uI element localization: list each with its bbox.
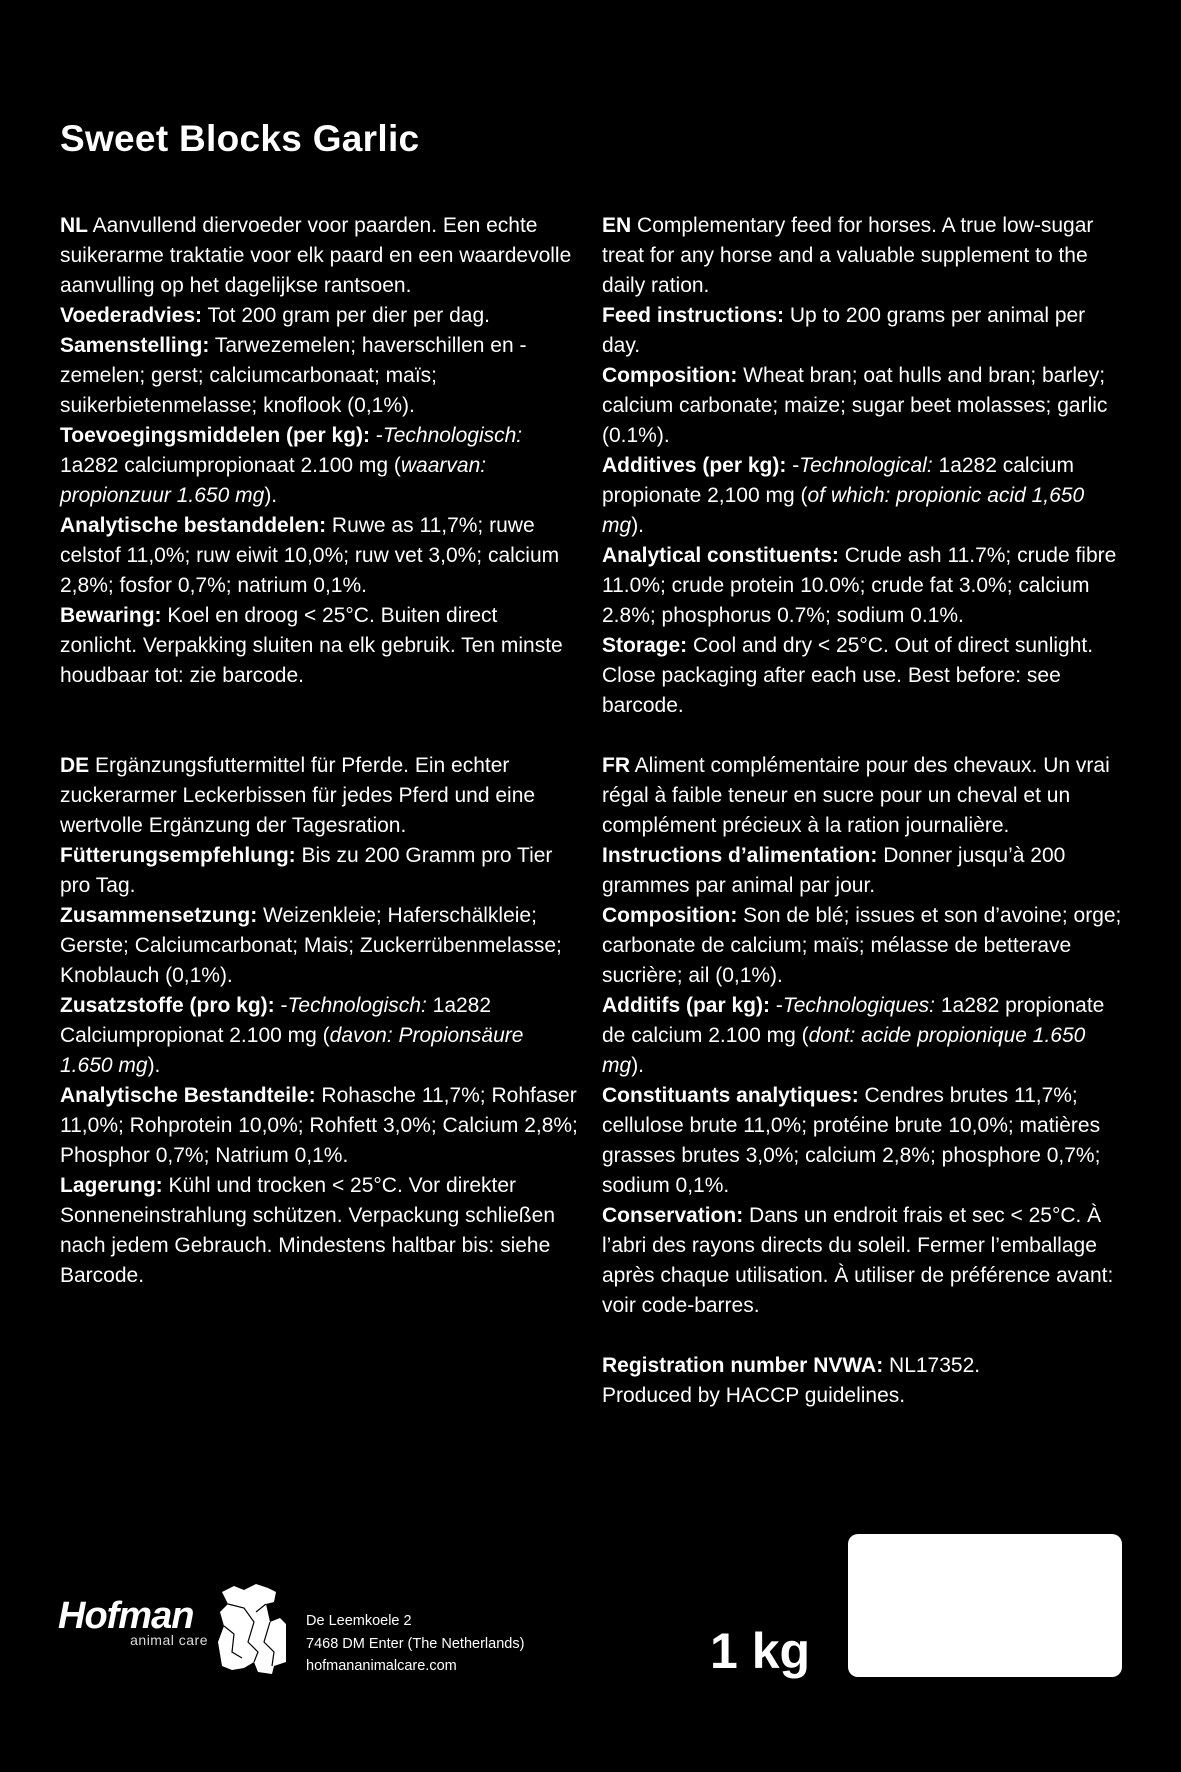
field-label: Lagerung:	[60, 1174, 163, 1197]
italic-text: Technologisch:	[287, 994, 427, 1017]
address-street: De Leemkoele 2	[306, 1613, 412, 1629]
field-label: Voederadvies:	[60, 304, 203, 327]
field-label: DE	[60, 754, 90, 777]
paragraph	[602, 1201, 1122, 1321]
field-text: -	[369, 424, 383, 447]
net-weight: 1 kg	[710, 1623, 811, 1679]
paragraph	[60, 301, 580, 331]
field-text: Aanvullend diervoeder voor paarden. Een echte suikerarme traktatie voor elk paard en een waardevolle aanvulling op het dagelijkse rantsoen.	[60, 214, 572, 297]
field-text: Produced by HACCP guidelines.	[602, 1384, 906, 1407]
field-text: Tot 200 gram per dier per dag.	[202, 304, 490, 327]
italic-text: Technologisch:	[382, 424, 523, 447]
field-label: Samenstelling:	[60, 334, 210, 357]
paragraph	[60, 601, 580, 691]
field-label: Analytische Bestandteile:	[60, 1084, 316, 1107]
field-text: -	[274, 994, 288, 1017]
field-text: Dans un endroit frais et sec < 25°C. À l’abri des rayons directs du soleil. Fermer l’emballage après chaque utilisation. À utiliser de préférence avant: voir code-barres.	[602, 1204, 1114, 1317]
paragraph	[60, 751, 580, 841]
field-label: Additifs (par kg):	[602, 994, 770, 1017]
italic-text: Technological:	[799, 454, 933, 477]
field-text: -	[786, 454, 800, 477]
field-text: Ruwe as 11,7%; ruwe celstof 11,0%; ruw eiwit 10,0%; ruw vet 3,0%; calcium 2,8%; fosfor 0,7%; natrium 0,1%.	[60, 514, 560, 597]
paragraph	[602, 631, 1122, 721]
paragraph	[60, 841, 580, 901]
field-text: Weizenkleie; Haferschälkleie; Gerste; Calciumcarbonat; Mais; Zuckerrübenmelasse; Knoblauch (0,1%).	[60, 904, 562, 987]
field-label: Storage:	[602, 634, 688, 657]
address-city: 7468 DM Enter (The Netherlands)	[306, 1635, 525, 1652]
animals-logo-icon	[214, 1582, 294, 1674]
paragraph	[602, 1081, 1122, 1201]
paragraph	[60, 421, 580, 511]
paragraph	[602, 301, 1122, 361]
section-german	[60, 751, 580, 1291]
field-text: Up to 200 grams per animal per day.	[602, 304, 1086, 357]
field-text: Cendres brutes 11,7%; cellulose brute 11,0%; protéine brute 10,0%; matières grasses brutes 3,0%; calcium 2,8%; phosphore 0,7%; sodium 0,1%.	[602, 1084, 1101, 1197]
field-text: NL17352.	[883, 1354, 981, 1377]
field-label: Additives (per kg):	[602, 454, 787, 477]
paragraph	[602, 1351, 1122, 1381]
field-text: ).	[631, 514, 645, 537]
company-address	[306, 1610, 524, 1678]
field-text: Ergänzungsfuttermittel für Pferde. Ein echter zuckerarmer Leckerbissen für jedes Pferd und eine wertvolle Ergänzung der Tagesration.	[60, 754, 536, 837]
field-text: Aliment complémentaire pour des chevaux. Un vrai régal à faible teneur en sucre pour un cheval et un complément précieux à la ration journalière.	[602, 754, 1110, 837]
field-text: Koel en droog < 25°C. Buiten direct zonlicht. Verpakking sluiten na elk gebruik. Ten minste houdbaar tot: zie barcode.	[60, 604, 563, 687]
field-label: Bewaring:	[60, 604, 162, 627]
field-label: Analytical constituents:	[602, 544, 839, 567]
registration-info	[602, 1351, 1122, 1411]
paragraph	[602, 211, 1122, 301]
field-text: 1a282 calciumpropionaat 2.100 mg (	[60, 454, 401, 477]
field-text: ).	[147, 1054, 161, 1077]
field-label: EN	[602, 214, 632, 237]
italic-text: waarvan: propionzuur 1.650 mg	[60, 454, 487, 507]
field-label: Instructions d’alimentation:	[602, 844, 878, 867]
field-text: ).	[264, 484, 278, 507]
logo-brand: Hofman	[58, 1595, 194, 1637]
italic-text: of which: propionic acid 1,650 mg	[602, 484, 1085, 537]
italic-text: Technologiques:	[782, 994, 936, 1017]
paragraph	[602, 541, 1122, 631]
field-label: Zusatzstoffe (pro kg):	[60, 994, 275, 1017]
section-french	[602, 751, 1122, 1321]
paragraph	[602, 901, 1122, 991]
field-text: Rohasche 11,7%; Rohfaser 11,0%; Rohprotein 10,0%; Rohfett 3,0%; Calcium 2,8%; Phosphor 0,7%; Natrium 0,1%.	[60, 1084, 578, 1167]
field-text: Kühl und trocken < 25°C. Vor direkter Sonneneinstrahlung schützen. Verpackung schließen nach jedem Gebrauch. Mindestens haltbar bis: siehe Barcode.	[60, 1174, 555, 1287]
field-text: ).	[631, 1054, 645, 1077]
barcode-area	[848, 1534, 1122, 1677]
field-text: -	[770, 994, 783, 1017]
field-text: Bis zu 200 Gramm pro Tier pro Tag.	[60, 844, 553, 897]
field-text: 1a282 Calciumpropionat 2.100 mg (	[60, 994, 492, 1047]
paragraph	[602, 991, 1122, 1081]
paragraph	[60, 511, 580, 601]
website-link: hofmananimalcare.com	[306, 1658, 457, 1674]
paragraph	[602, 451, 1122, 541]
field-label: Conservation:	[602, 1204, 744, 1227]
field-label: Feed instructions:	[602, 304, 785, 327]
paragraph	[602, 841, 1122, 901]
field-label: FR	[602, 754, 630, 777]
field-label: NL	[60, 214, 88, 237]
paragraph	[60, 991, 580, 1081]
field-text: 1a282 calcium propionate 2,100 mg (	[602, 454, 1074, 507]
field-text: Crude ash 11.7%; crude fibre 11.0%; crude protein 10.0%; crude fat 3.0%; calcium 2.8%; phosphorus 0.7%; sodium 0.1%.	[602, 544, 1117, 627]
paragraph	[60, 901, 580, 991]
field-label: Analytische bestanddelen:	[60, 514, 327, 537]
field-label: Composition:	[602, 904, 738, 927]
hofman-logo	[58, 1596, 208, 1648]
field-label: Registration number NVWA:	[602, 1354, 884, 1377]
field-text: Son de blé; issues et son d’avoine; orge; carbonate de calcium; maïs; mélasse de betterave sucrière; ail (0,1%).	[602, 904, 1122, 987]
paragraph	[602, 1381, 1122, 1411]
paragraph	[60, 1171, 580, 1291]
field-label: Zusammensetzung:	[60, 904, 258, 927]
field-text: 1a282 propionate de calcium 2.100 mg (	[602, 994, 1105, 1047]
field-label: Toevoegingsmiddelen (per kg):	[60, 424, 370, 447]
italic-text: dont: acide propionique 1.650 mg	[602, 1024, 1086, 1077]
italic-text: davon: Propionsäure 1.650 mg	[60, 1024, 524, 1077]
paragraph	[60, 211, 580, 301]
section-english	[602, 211, 1122, 721]
field-text: Cool and dry < 25°C. Out of direct sunlight. Close packaging after each use. Best before: see barcode.	[602, 634, 1094, 717]
product-title: Sweet Blocks Garlic	[60, 118, 420, 159]
paragraph	[60, 331, 580, 421]
paragraph	[602, 751, 1122, 841]
field-label: Constituants analytiques:	[602, 1084, 859, 1107]
paragraph	[60, 1081, 580, 1171]
section-dutch	[60, 211, 580, 691]
field-label: Composition:	[602, 364, 738, 387]
paragraph	[602, 361, 1122, 451]
field-text: Wheat bran; oat hulls and bran; barley; calcium carbonate; maize; sugar beet molasses; garlic (0.1%).	[602, 364, 1108, 447]
field-text: Donner jusqu’à 200 grammes par animal par jour.	[602, 844, 1066, 897]
field-label: Fütterungsempfehlung:	[60, 844, 296, 867]
field-text: Tarwezemelen; haverschillen en -zemelen; gerst; calciumcarbonaat; maïs; suikerbietenmelasse; knoflook (0,1%).	[60, 334, 527, 417]
logo-subtitle: animal care	[130, 1632, 208, 1648]
field-text: Complementary feed for horses. A true low-sugar treat for any horse and a valuable supplement to the daily ration.	[602, 214, 1094, 297]
